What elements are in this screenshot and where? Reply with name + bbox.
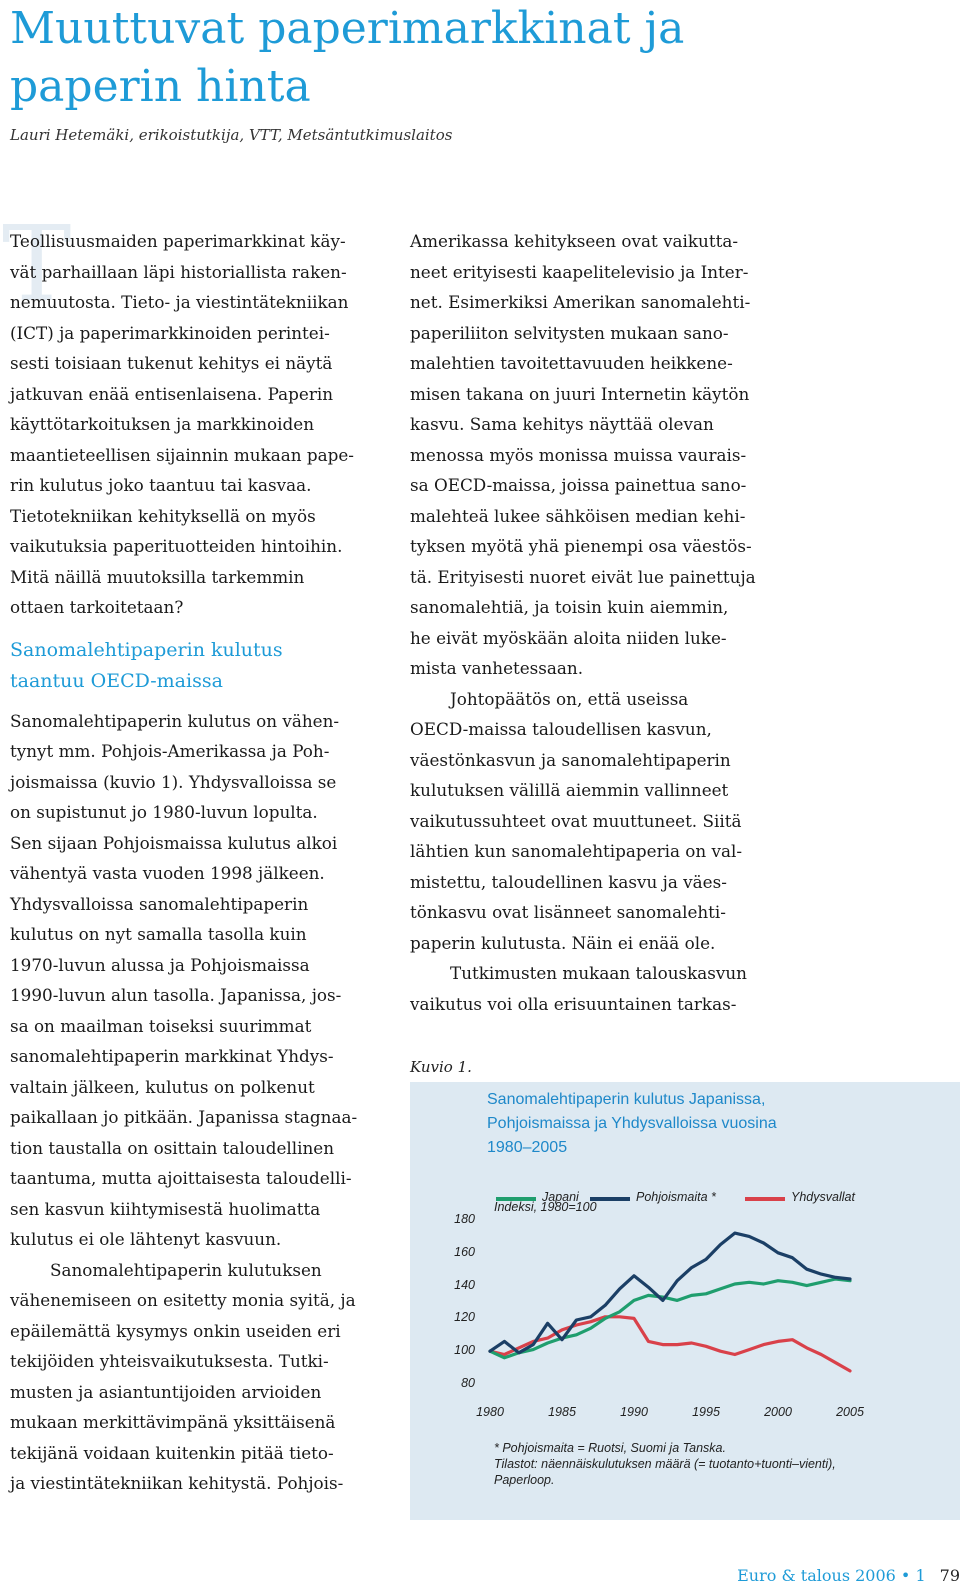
text-line: vaikutuksia paperituotteiden hintoihin.	[10, 536, 343, 556]
text-line: sanomalehtiä, ja toisin kuin aiemmin,	[410, 597, 729, 617]
drop-cap: T	[2, 203, 72, 325]
x-tick-label: 1980	[476, 1405, 504, 1419]
subheading-line-1: Sanomalehtipaperin kulutus	[10, 638, 283, 661]
figure-label: Kuvio 1.	[410, 1058, 472, 1076]
series-line-pohjoismaita	[490, 1233, 850, 1353]
y-tick-label: 180	[454, 1212, 475, 1226]
y-tick-label: 80	[461, 1376, 475, 1390]
section-subheading	[10, 635, 382, 697]
text-line: net. Esimerkiksi Amerikan sanomalehti-	[410, 292, 751, 312]
text-line: maantieteellisen sijainnin mukaan pape-	[10, 444, 354, 465]
text-line: menossa myös monissa muissa vaurais-	[410, 444, 747, 465]
article-title	[10, 0, 710, 116]
body-paragraph	[10, 1255, 382, 1499]
text-line: Sen sijaan Pohjoismaissa kulutus alkoi	[10, 832, 338, 853]
text-line: Tietotekniikan kehityksellä on myös	[10, 505, 316, 526]
text-line: vähentyä vasta vuoden 1998 jälkeen.	[10, 863, 325, 883]
text-line: sa OECD-maissa, joissa painettua sano-	[410, 475, 747, 495]
subheading-line-2: taantuu OECD-maissa	[10, 669, 223, 692]
x-tick-label: 1990	[620, 1405, 648, 1419]
figure-panel	[410, 1082, 960, 1520]
text-line: tekijänä voidaan kuitenkin pitää tieto-	[10, 1442, 334, 1463]
text-line: valtain jälkeen, kulutus on polkenut	[10, 1076, 315, 1097]
text-line: vähenemiseen on esitetty monia syitä, ja	[10, 1290, 356, 1310]
figure-note-2: Tilastot: näennäiskulutuksen määrä (= tuotanto+tuonti–vienti),	[494, 1457, 836, 1471]
byline: Lauri Hetemäki, erikoistutkija, VTT, Metsäntutkimuslaitos	[10, 126, 453, 144]
text-line: 1990-luvun alun tasolla. Japanissa, jos-	[10, 985, 342, 1005]
text-line: sanomalehtipaperin markkinat Yhdys-	[10, 1046, 334, 1066]
text-line: tion taustalla on osittain taloudellinen	[10, 1137, 335, 1158]
text-line: Johtopäätös on, että useissa	[450, 688, 689, 709]
body-paragraph	[10, 706, 382, 1255]
text-line: ottaen tarkoitetaan?	[10, 597, 184, 617]
text-line: paikallaan jo pitkään. Japanissa stagnaa-	[10, 1107, 358, 1127]
text-line: 1970-luvun alussa ja Pohjoismaissa	[10, 954, 310, 975]
x-tick-label: 1985	[548, 1405, 576, 1419]
text-line: (ICT) ja paperimarkkinoiden perintei-	[10, 322, 330, 343]
text-line: paperin kulutusta. Näin ei enää ole.	[410, 932, 716, 953]
text-line: epäilemättä kysymys onkin useiden eri	[10, 1320, 341, 1341]
text-line: nemuutosta. Tieto- ja viestintätekniikan	[10, 292, 349, 312]
x-tick-label: 2005	[836, 1405, 864, 1419]
text-line: sa on maailman toiseksi suurimmat	[10, 1015, 312, 1036]
text-line: musten ja asiantuntijoiden arvioiden	[10, 1381, 322, 1402]
page-number: 79	[939, 1566, 960, 1585]
right-column	[410, 226, 782, 1019]
text-line: vaikutus voi olla erisuuntainen tarkas-	[410, 993, 737, 1014]
legend-label-yhdysvallat: Yhdysvallat	[791, 1190, 855, 1204]
text-line: ja viestintätekniikan kehitystä. Pohjois-	[10, 1473, 344, 1493]
y-tick-label: 160	[454, 1244, 475, 1259]
text-line: tyksen myötä yhä pienempi osa väestös-	[410, 536, 752, 556]
text-line: sesti toisiaan tukenut kehitys ei näytä	[10, 353, 333, 373]
left-column	[10, 226, 382, 1499]
text-line: he eivät myöskään aloita niiden luke-	[410, 627, 727, 648]
text-line: OECD-maissa taloudellisen kasvun,	[410, 719, 712, 739]
text-line: Sanomalehtipaperin kulutus on vähen-	[10, 710, 340, 731]
text-line: Teollisuusmaiden paperimarkkinat käy-	[10, 231, 346, 251]
text-line: rin kulutus joko taantuu tai kasvaa.	[10, 475, 312, 495]
text-line: kulutus ei ole lähtenyt kasvuun.	[10, 1229, 282, 1249]
text-line: mistettu, taloudellinen kasvu ja väes-	[410, 871, 727, 892]
text-line: tekijöiden yhteisvaikutuksesta. Tutki-	[10, 1351, 329, 1371]
figure-note-3: Paperloop.	[494, 1473, 555, 1487]
y-tick-label: 120	[454, 1310, 475, 1325]
text-line: väestönkasvun ja sanomalehtipaperin	[410, 749, 731, 770]
x-tick-label: 1995	[692, 1405, 720, 1419]
text-line: tä. Erityisesti nuoret eivät lue painettuja	[410, 566, 756, 587]
text-line: lähtien kun sanomalehtipaperia on val-	[410, 841, 743, 861]
y-tick-label: 100	[454, 1343, 475, 1358]
text-line: joismaissa (kuvio 1). Yhdysvalloissa se	[10, 771, 337, 792]
text-line: malehteä lukee sähköisen median kehi-	[410, 505, 746, 526]
title-line-1: Muuttuvat paperimarkkinat ja	[10, 3, 685, 54]
text-line: mukaan merkittävimpänä yksittäisenä	[10, 1412, 336, 1432]
x-tick-label: 2000	[764, 1405, 792, 1419]
figure-note-1: * Pohjoismaita = Ruotsi, Suomi ja Tanska.	[494, 1441, 726, 1455]
figure-title-line-1: Sanomalehtipaperin kulutus Japanissa,	[487, 1091, 766, 1108]
text-line: tynyt mm. Pohjois-Amerikassa ja Poh-	[10, 741, 330, 761]
text-line: misen takana on juuri Internetin käytön	[410, 383, 750, 404]
text-line: jatkuvan enää entisenlaisena. Paperin	[10, 383, 334, 404]
text-line: kulutus on nyt samalla tasolla kuin	[10, 924, 307, 944]
text-line: malehtien tavoitettavuuden heikkene-	[410, 353, 733, 373]
text-line: Tutkimusten mukaan talouskasvun	[450, 963, 747, 983]
y-axis-label: Indeksi, 1980=100	[494, 1200, 597, 1214]
text-line: taantuma, mutta ajoittaisesta taloudelli-	[10, 1168, 352, 1188]
text-line: kasvu. Sama kehitys näyttää olevan	[410, 414, 714, 434]
title-line-2: paperin hinta	[10, 61, 311, 112]
text-line: vaikutussuhteet ovat muuttuneet. Siitä	[410, 810, 742, 831]
text-line: on supistunut jo 1980-luvun lopulta.	[10, 802, 318, 822]
text-line: neet erityisesti kaapelitelevisio ja Inter-	[410, 261, 749, 282]
text-line: mista vanhetessaan.	[410, 658, 584, 678]
y-tick-label: 140	[454, 1277, 475, 1292]
text-line: paperiliiton selvitysten mukaan sano-	[410, 322, 729, 343]
text-line: Yhdysvalloissa sanomalehtipaperin	[10, 893, 309, 914]
publication-name: Euro & talous 2006 • 1	[737, 1566, 926, 1585]
text-line: tönkasvu ovat lisänneet sanomalehti-	[410, 902, 726, 922]
intro-paragraph	[10, 226, 382, 623]
text-line: kulutuksen välillä aiemmin vallinneet	[410, 780, 729, 800]
body-paragraph	[410, 226, 782, 684]
body-paragraph	[410, 684, 782, 959]
figure-title-line-2: Pohjoismaissa ja Yhdysvalloissa vuosina	[487, 1115, 777, 1132]
text-line: Sanomalehtipaperin kulutuksen	[50, 1259, 322, 1280]
legend-label-japani: Japani	[542, 1190, 579, 1204]
text-line: Mitä näillä muutoksilla tarkemmin	[10, 566, 305, 587]
legend-label-pohjoismaita: Pohjoismaita *	[636, 1190, 716, 1204]
page-footer	[737, 1566, 960, 1585]
text-line: sen kasvun kiihtymisestä huolimatta	[10, 1198, 321, 1219]
text-line: vät parhaillaan läpi historiallista raken-	[10, 261, 347, 282]
text-line: Amerikassa kehitykseen ovat vaikutta-	[410, 231, 739, 251]
figure-title-line-3: 1980–2005	[487, 1139, 568, 1156]
text-line: käyttötarkoituksen ja markkinoiden	[10, 414, 315, 434]
body-paragraph	[410, 958, 782, 1019]
